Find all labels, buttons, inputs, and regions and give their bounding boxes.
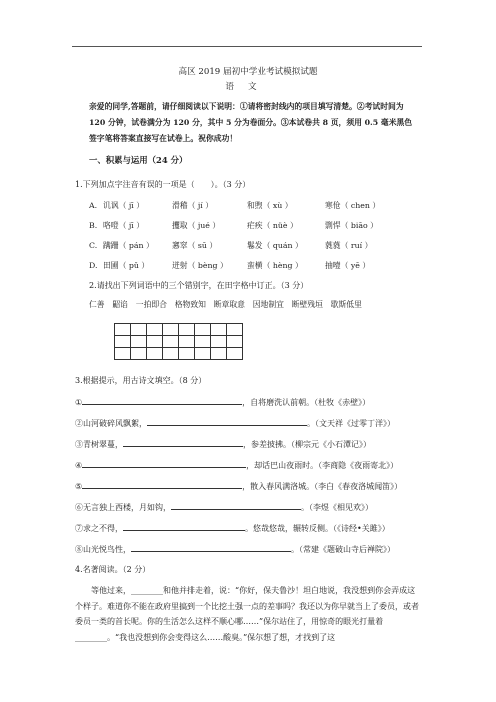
poem-line <box>75 396 370 408</box>
option-item: 鬈发（ quán ） <box>247 241 303 250</box>
answer-blank[interactable] <box>123 522 245 531</box>
grid-cell[interactable] <box>211 348 227 360</box>
poem-line <box>75 480 402 492</box>
option-item: 抽噎（ yē ） <box>325 261 371 270</box>
grid-cell[interactable] <box>179 336 195 348</box>
option-item: 窸窣（ sū ） <box>172 241 218 250</box>
line-prefix: 无言独上西楼，月如钩， <box>83 503 171 512</box>
answer-blank[interactable] <box>82 459 246 468</box>
grid-cell[interactable] <box>147 324 163 336</box>
grid-cell[interactable] <box>115 324 131 336</box>
grid-cell[interactable] <box>227 336 243 348</box>
option-item: 滑稽（ jí ） <box>172 201 214 210</box>
option-label: D. <box>89 261 98 270</box>
grid-cell[interactable] <box>131 324 147 336</box>
option-item: 寒伧（ chen ） <box>325 201 381 210</box>
line-number: ③ <box>75 440 83 449</box>
line-suffix: ，却话巴山夜雨时。（李商隐《夜雨寄北》） <box>246 461 399 470</box>
option-item: 蹒跚（ pán ） <box>103 241 154 250</box>
line-suffix: 。（李煜《相见欢》） <box>301 503 373 512</box>
grid-cell[interactable] <box>211 324 227 336</box>
line-suffix: 。（常建《题破山寺后禅院》） <box>291 545 395 554</box>
header-rule <box>72 46 422 47</box>
option-label: A. <box>89 201 98 210</box>
line-suffix: ，自将磨洗认前朝。（杜牧《赤壁》） <box>242 398 371 407</box>
option-item: 和煦（ xù ） <box>247 201 293 210</box>
line-number: ④ <box>75 461 83 470</box>
answer-blank[interactable] <box>131 543 291 552</box>
line-number: ① <box>75 398 83 407</box>
line-suffix: ，参差披拂。（柳宗元《小石潭记》） <box>243 440 371 449</box>
answer-blank[interactable] <box>147 417 307 426</box>
grid-cell[interactable] <box>195 348 211 360</box>
option-item: 攫取（ jué ） <box>172 221 221 230</box>
line-number: ② <box>75 419 83 428</box>
q2-stem: 2.请找出下列词语中的三个错别字，在田字格中订正。（3 分） <box>89 281 309 290</box>
poem-line <box>75 438 371 450</box>
grid-cell[interactable] <box>179 348 195 360</box>
q4-passage: 等他过来，________和他并排走着，说：“你好，保夫鲁沙！坦白地说，我没想到你会弄成这个样子。难道你不能在政府里搞到一个比挖土强一点的差事吗？我还以为你早就当上了委员，或者委员一类的首长呢。你的生活怎么这样不顺心哪……”保尔站住了，用惊奇的眼光打量着________。“我也没想到你会变得这么……酸臭。”保尔想了想，才找到了这 <box>75 586 419 642</box>
grid-cell[interactable] <box>163 336 179 348</box>
grid-cell[interactable] <box>195 336 211 348</box>
answer-blank[interactable] <box>123 438 243 447</box>
grid-cell[interactable] <box>163 324 179 336</box>
line-number: ⑦ <box>75 524 83 533</box>
option-item: 咯噔（ jī ） <box>103 221 145 230</box>
grid-cell[interactable] <box>227 348 243 360</box>
grid-cell[interactable] <box>115 336 131 348</box>
grid-cell[interactable] <box>179 324 195 336</box>
option-item: 蛮横（ hèng ） <box>247 261 303 270</box>
poem-line <box>75 543 395 555</box>
section-heading: 一、积累与运用（24 分） <box>89 155 188 165</box>
exam-notice: 亲爱的同学,答题前，请仔细阅读以下说明：①请将密封线内的项目填写清楚。②考试时间为 120 分钟，试卷满分为 120 分，其中 5 分为卷面分。③本试卷共 8 页，须用 0.5 毫米黑色签字笔将答案直接写在试卷上。祝你成功！ <box>89 102 413 143</box>
q2-word-list: 仁善 鼦谄 一拍即合 格物致知 断章取意 因地制宜 断壁残垣 歇斯低里 <box>89 300 362 309</box>
poem-line <box>75 417 395 429</box>
answer-blank[interactable] <box>82 396 242 405</box>
grid-cell[interactable] <box>163 348 179 360</box>
q4-stem: 4.名著阅读。（2 分） <box>75 565 151 574</box>
poem-line <box>75 522 390 534</box>
q3-stem: 3.根据提示，用古诗文填空。（8 分） <box>75 376 207 385</box>
line-prefix: 青树翠蔓， <box>83 440 123 449</box>
line-number: ⑥ <box>75 503 83 512</box>
line-number: ⑤ <box>75 482 83 491</box>
answer-blank[interactable] <box>171 501 301 510</box>
option-item: 迸射（ bèng ） <box>172 261 228 270</box>
answer-blank[interactable] <box>82 480 242 489</box>
option-item: 田圃（ pǔ ） <box>103 261 150 270</box>
grid-cell[interactable] <box>211 336 227 348</box>
grid-cell[interactable] <box>147 348 163 360</box>
grid-cell[interactable] <box>115 348 131 360</box>
option-label: C. <box>89 241 98 250</box>
grid-cell[interactable] <box>131 348 147 360</box>
line-suffix: 。（文天祥《过零丁洋》） <box>307 419 395 428</box>
option-item: 疟疾（ nüè ） <box>247 221 298 230</box>
line-suffix: ，散入春风满洛城。（李白《春夜洛城闻笛》） <box>242 482 403 491</box>
grid-cell[interactable] <box>227 324 243 336</box>
option-item: 蕤蕤（ ruí ） <box>325 241 373 250</box>
grid-cell[interactable] <box>195 324 211 336</box>
subject-title: 语文 <box>225 82 271 92</box>
grid-cell[interactable] <box>131 336 147 348</box>
option-item: 剽悍（ biāo ） <box>325 221 378 230</box>
poem-line <box>75 501 373 513</box>
line-prefix: 求之不得， <box>83 524 123 533</box>
q1-stem: 1.下列加点字注音有误的一项是（ ）。（3 分） <box>75 180 251 189</box>
line-suffix: 。悠哉悠哉，辗转反侧。（《诗经•关雎》） <box>245 524 390 533</box>
line-prefix: 山光悦鸟性， <box>83 545 131 554</box>
option-item: 讥讽（ jī ） <box>103 201 145 210</box>
line-number: ⑧ <box>75 545 83 554</box>
option-label: B. <box>89 221 98 230</box>
line-prefix: 山河破碎风飘絮， <box>83 419 147 428</box>
tianzige-grid[interactable] <box>114 323 243 360</box>
grid-cell[interactable] <box>147 336 163 348</box>
poem-line <box>75 459 398 471</box>
exam-title: 高区 2019 届初中学业考试模拟试题 <box>178 67 318 77</box>
